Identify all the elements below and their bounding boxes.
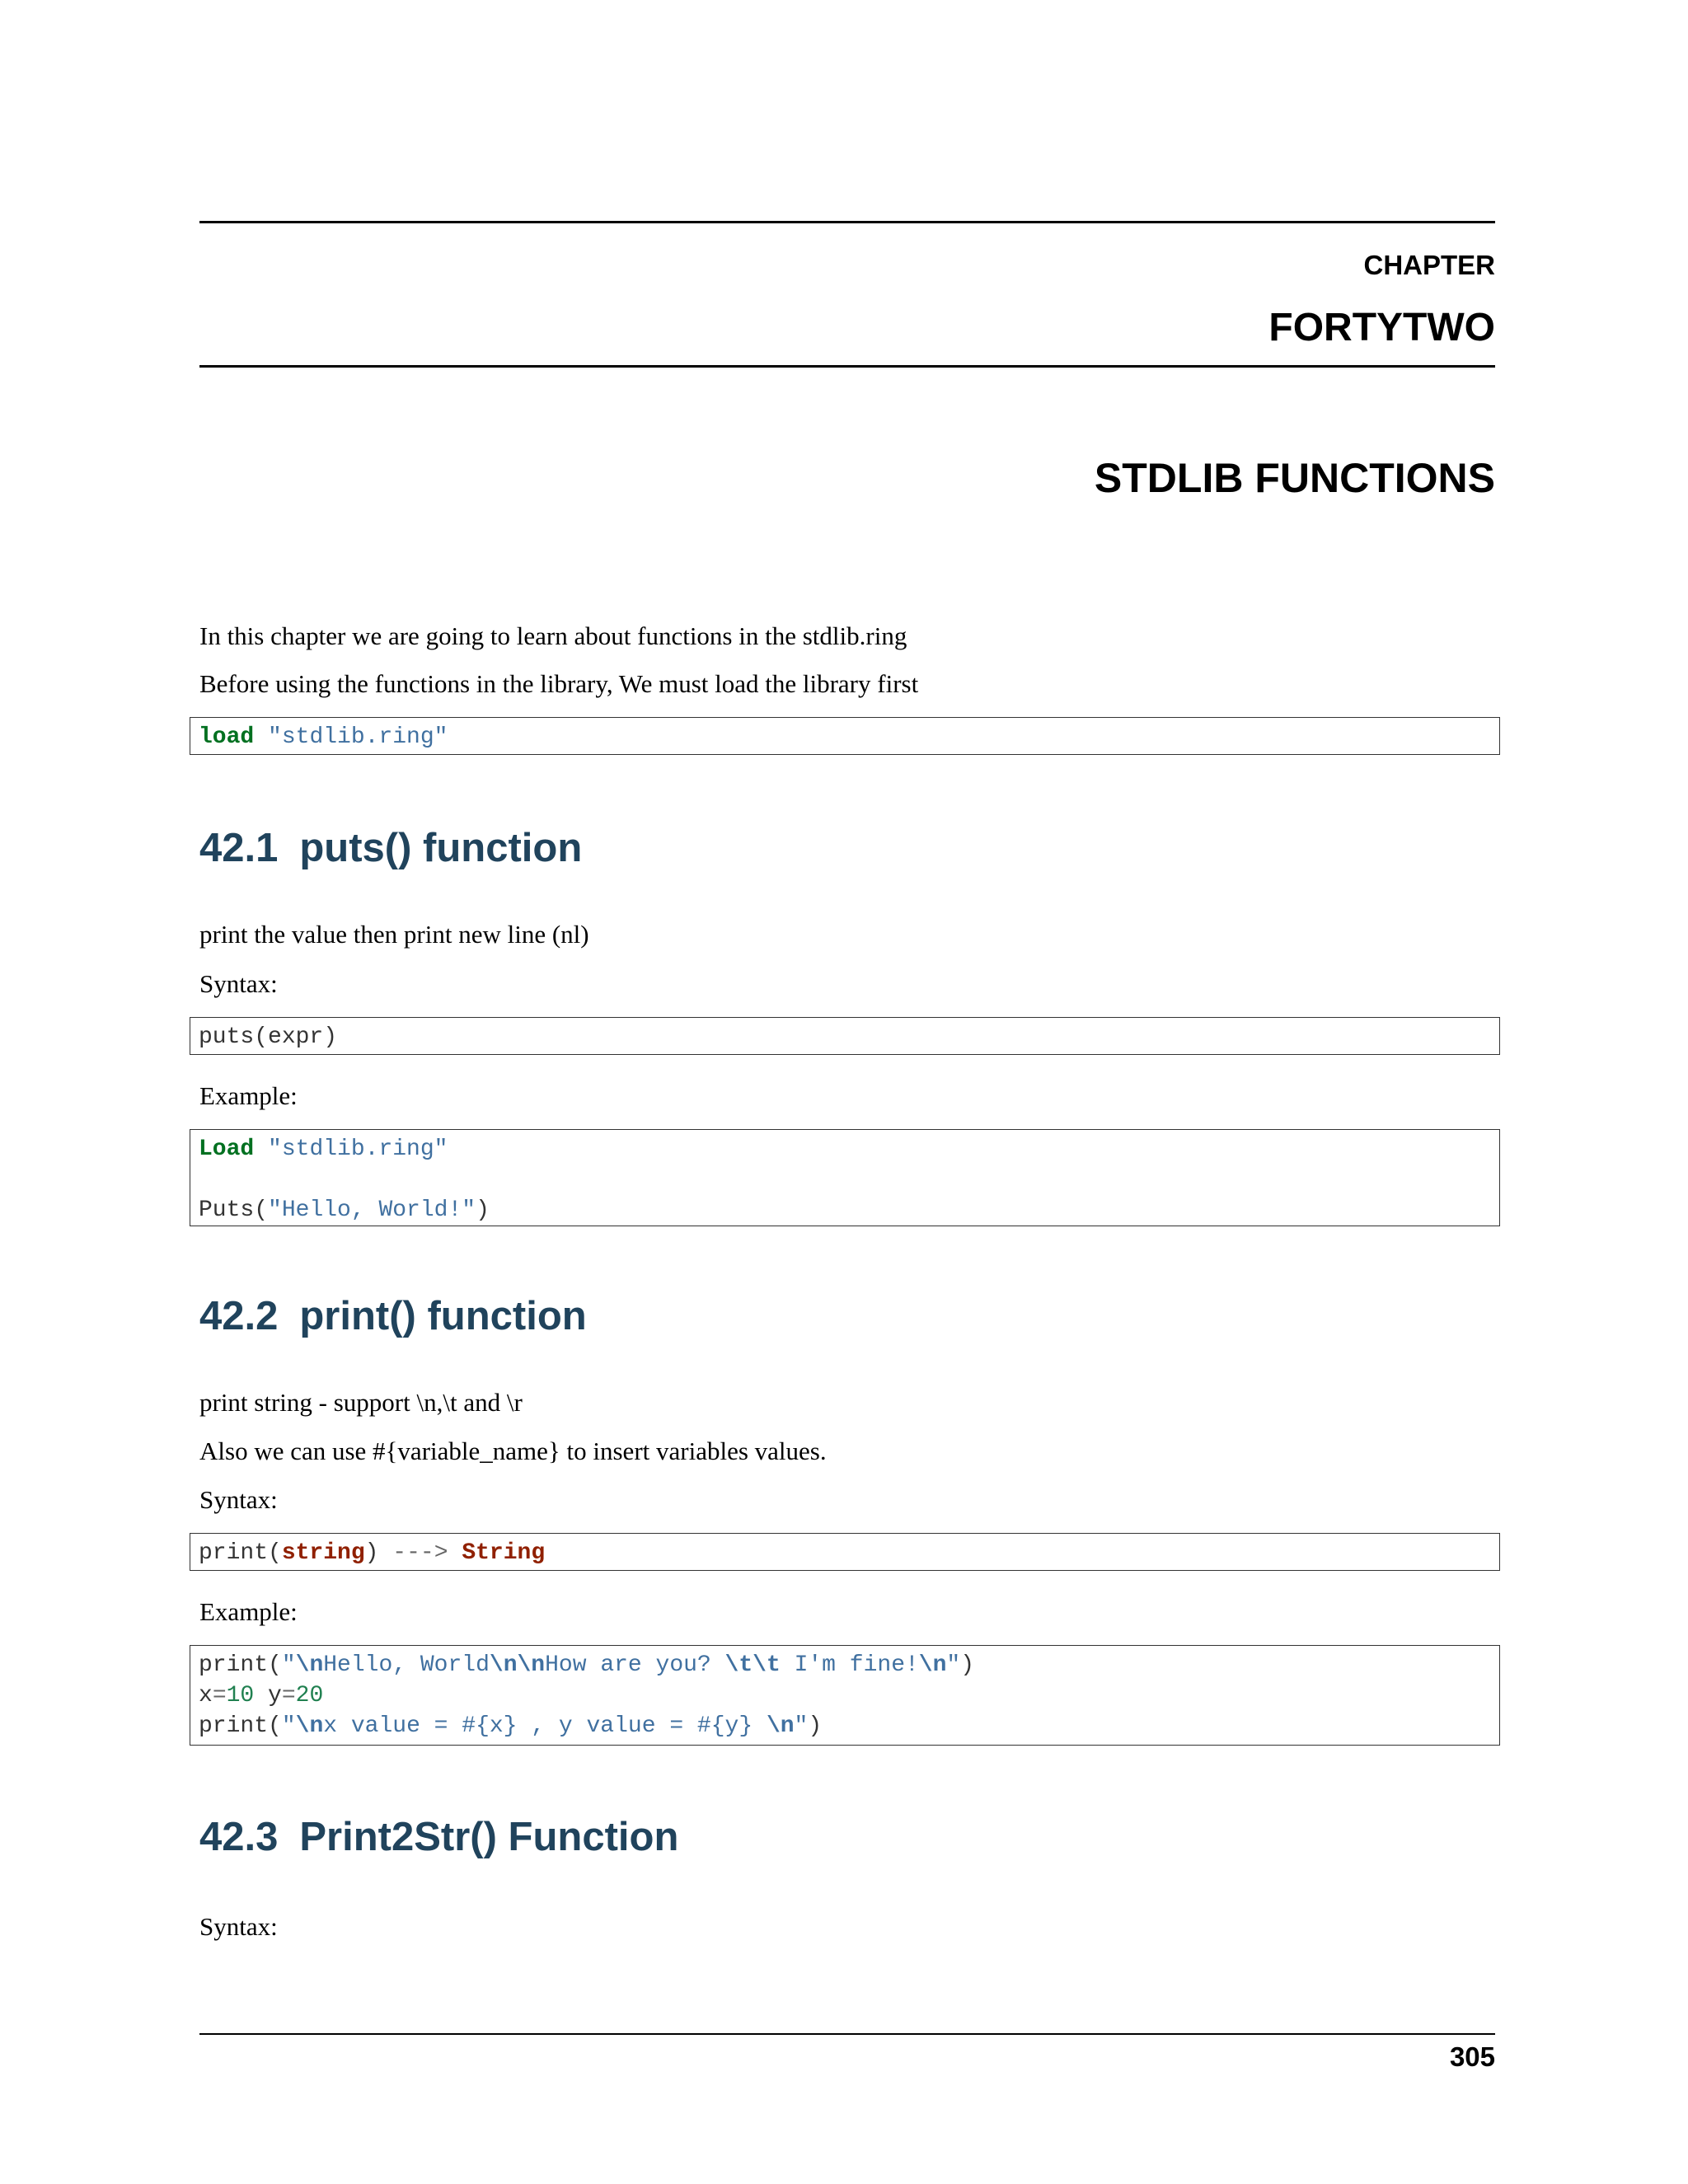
- example-label: Example:: [199, 1597, 298, 1626]
- intro-paragraph-1: In this chapter we are going to learn about functions in the stdlib.ring: [199, 621, 907, 650]
- code-escape: \n: [295, 1713, 324, 1739]
- code-number: 10: [226, 1683, 255, 1708]
- code-string: "stdlib.ring": [268, 1137, 448, 1162]
- code-variable: y: [268, 1683, 282, 1708]
- code-escape: \n: [766, 1713, 795, 1739]
- code-operator: =: [212, 1683, 227, 1708]
- syntax-label: Syntax:: [199, 969, 278, 998]
- section-heading-42-3[interactable]: [199, 1813, 678, 1861]
- syntax-label: Syntax:: [199, 1912, 278, 1941]
- page-number: 305: [1449, 2041, 1495, 2072]
- code-punct: (: [254, 1197, 269, 1223]
- code-keyword: Load: [199, 1137, 255, 1162]
- section-description-2: Also we can use #{variable_name} to insert variables values.: [199, 1436, 827, 1465]
- section-description: print string - support \n,\t and \r: [199, 1388, 523, 1417]
- code-variable: x: [199, 1683, 213, 1708]
- example-code-block: [190, 1645, 1500, 1746]
- chapter-title: STDLIB FUNCTIONS: [1094, 455, 1495, 501]
- code-number: 20: [295, 1683, 324, 1708]
- code-space: [254, 1683, 268, 1708]
- code-string: x value = #{x} , y value = #{y}: [323, 1713, 767, 1739]
- code-line-1: [199, 1650, 1491, 1680]
- example-label: Example:: [199, 1081, 298, 1110]
- code-function: print(: [199, 1540, 282, 1566]
- code-escape: \t\t: [724, 1652, 781, 1678]
- chapter-label: CHAPTER: [1363, 250, 1495, 280]
- syntax-label: Syntax:: [199, 1485, 278, 1514]
- chapter-top-rule: [199, 221, 1495, 223]
- intro-code-block: [190, 717, 1500, 755]
- code-function: print(: [199, 1713, 282, 1739]
- code-line-3: [199, 1711, 1491, 1741]
- code-punct: ): [960, 1652, 975, 1678]
- section-title: puts() function: [299, 826, 583, 870]
- syntax-code-block: [190, 1533, 1500, 1571]
- section-title: Print2Str() Function: [299, 1815, 679, 1859]
- code-string: "stdlib.ring": [268, 724, 448, 750]
- code-quote: ": [794, 1713, 809, 1739]
- code-quote: ": [946, 1652, 961, 1678]
- code-escape: \n: [918, 1652, 947, 1678]
- code-string: How are you?: [545, 1652, 725, 1678]
- code-function: Puts: [199, 1197, 255, 1223]
- code-punct: ): [808, 1713, 823, 1739]
- syntax-code-line: puts(expr): [199, 1024, 338, 1050]
- code-function: print(: [199, 1652, 282, 1678]
- syntax-code-block: [190, 1017, 1500, 1055]
- code-quote: ": [281, 1652, 296, 1678]
- section-number: 42.3: [199, 1815, 279, 1859]
- code-line-2: [199, 1680, 1491, 1711]
- section-heading-42-1[interactable]: [199, 824, 582, 872]
- code-param: string: [281, 1540, 365, 1566]
- code-escape: \n\n: [489, 1652, 546, 1678]
- chapter-number: FORTYTWO: [1268, 306, 1495, 349]
- code-string: Hello, World: [323, 1652, 490, 1678]
- code-punct: ): [364, 1540, 379, 1566]
- code-arrow: --->: [392, 1540, 448, 1566]
- section-number: 42.2: [199, 1294, 279, 1338]
- code-operator: =: [281, 1683, 296, 1708]
- code-return-type: String: [462, 1540, 546, 1566]
- code-quote: ": [281, 1713, 296, 1739]
- section-number: 42.1: [199, 826, 279, 870]
- section-heading-42-2[interactable]: [199, 1292, 587, 1340]
- code-string: I'm fine!: [780, 1652, 919, 1678]
- code-punct: ): [476, 1197, 490, 1223]
- section-title: print() function: [299, 1294, 587, 1338]
- code-keyword: load: [199, 724, 255, 750]
- example-code-block: [190, 1129, 1500, 1226]
- code-escape: \n: [295, 1652, 324, 1678]
- intro-paragraph-2: Before using the functions in the library, We must load the library first: [199, 669, 919, 698]
- code-string: "Hello, World!": [268, 1197, 476, 1223]
- footer-rule: [199, 2033, 1495, 2035]
- chapter-bottom-rule: [199, 365, 1495, 368]
- section-description: print the value then print new line (nl): [199, 920, 589, 949]
